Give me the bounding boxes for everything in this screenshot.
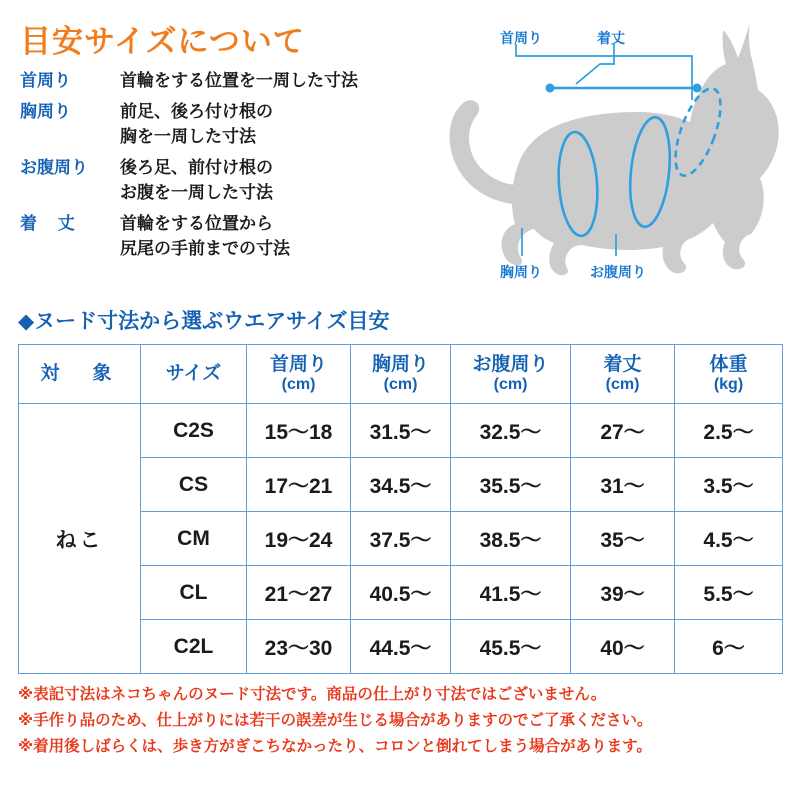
definition-desc-belly bbox=[120, 155, 273, 205]
table-header-weight-label: 体重 bbox=[709, 353, 748, 375]
definition-term-neck: 首周り bbox=[20, 71, 71, 90]
table-cell-weight: 2.5〜 bbox=[675, 404, 783, 458]
diagram-label-length: 着丈 bbox=[597, 30, 625, 46]
diagram-label-chest: 胸周り bbox=[500, 264, 542, 280]
definition-row-length bbox=[20, 211, 420, 261]
definition-desc-belly-line2: お腹を一周した寸法 bbox=[120, 183, 273, 202]
length-endpoint-start-icon bbox=[693, 84, 702, 93]
table-cell-belly: 32.5〜 bbox=[451, 404, 571, 458]
diagram-label-neck: 首周り bbox=[500, 30, 542, 46]
table-header-chest-unit: (cm) bbox=[383, 375, 418, 393]
table-cell-belly: 35.5〜 bbox=[451, 458, 571, 512]
definition-term-length: 着 丈 bbox=[20, 214, 83, 233]
definition-desc-length bbox=[120, 211, 290, 261]
table-cell-chest: 40.5〜 bbox=[351, 566, 451, 620]
table-cell-neck: 23〜30 bbox=[247, 620, 351, 674]
table-cell-neck: 19〜24 bbox=[247, 512, 351, 566]
table-cell-chest: 37.5〜 bbox=[351, 512, 451, 566]
table-header-belly-unit: (cm) bbox=[493, 375, 528, 393]
note-3: ※着用後しばらくは、歩き方がぎこちなかったり、コロンと倒れてしまう場合があります。 bbox=[18, 738, 652, 755]
table-header-size-label: サイズ bbox=[165, 363, 222, 385]
note-2: ※手作り品のため、仕上がりには若干の誤差が生じる場合がありますのでご了承ください。 bbox=[18, 712, 653, 729]
definition-desc-chest-line2: 胸を一周した寸法 bbox=[120, 127, 256, 146]
measurement-definition-list bbox=[20, 68, 420, 267]
table-cell-belly: 41.5〜 bbox=[451, 566, 571, 620]
table-header-neck bbox=[247, 345, 351, 404]
table-header-size bbox=[141, 345, 247, 404]
table-cell-belly: 45.5〜 bbox=[451, 620, 571, 674]
table-cell-length: 31〜 bbox=[571, 458, 675, 512]
table-row bbox=[19, 404, 783, 458]
table-cell-size: C2S bbox=[141, 404, 247, 458]
size-chart-table bbox=[18, 344, 783, 674]
definition-term-belly: お腹周り bbox=[20, 158, 88, 177]
table-header-target-label: 対 象 bbox=[40, 363, 119, 385]
table-header-chest-label: 胸周り bbox=[371, 353, 429, 375]
definition-row-chest bbox=[20, 99, 420, 149]
definition-desc-length-line2: 尻尾の手前までの寸法 bbox=[120, 239, 290, 258]
table-header-neck-unit: (cm) bbox=[281, 375, 316, 393]
table-header-weight-unit: (kg) bbox=[713, 375, 744, 393]
table-header-belly bbox=[451, 345, 571, 404]
diagram-label-belly: お腹周り bbox=[590, 264, 646, 280]
table-body bbox=[19, 404, 783, 674]
definition-desc-chest-line1: 前足、後ろ付け根の bbox=[120, 102, 273, 121]
definition-desc-chest bbox=[120, 99, 273, 149]
table-cell-neck: 21〜27 bbox=[247, 566, 351, 620]
table-header-weight bbox=[675, 345, 783, 404]
definition-term-chest: 胸周り bbox=[20, 102, 71, 121]
table-cell-length: 40〜 bbox=[571, 620, 675, 674]
table-header-belly-label: お腹周り bbox=[472, 353, 549, 375]
table-cell-chest: 31.5〜 bbox=[351, 404, 451, 458]
table-cell-target: ねこ bbox=[19, 404, 141, 674]
table-cell-length: 35〜 bbox=[571, 512, 675, 566]
table-header-length bbox=[571, 345, 675, 404]
definition-row-belly bbox=[20, 155, 420, 205]
table-cell-size: C2L bbox=[141, 620, 247, 674]
table-cell-weight: 3.5〜 bbox=[675, 458, 783, 512]
table-head bbox=[19, 345, 783, 404]
definition-desc-length-line1: 首輪をする位置から bbox=[120, 214, 273, 233]
table-cell-weight: 6〜 bbox=[675, 620, 783, 674]
table-cell-chest: 34.5〜 bbox=[351, 458, 451, 512]
table-cell-size: CS bbox=[141, 458, 247, 512]
table-header-target bbox=[19, 345, 141, 404]
table-cell-neck: 17〜21 bbox=[247, 458, 351, 512]
table-cell-neck: 15〜18 bbox=[247, 404, 351, 458]
definition-desc-neck bbox=[120, 68, 358, 93]
table-cell-weight: 4.5〜 bbox=[675, 512, 783, 566]
table-header-row bbox=[19, 345, 783, 404]
table-cell-belly: 38.5〜 bbox=[451, 512, 571, 566]
table-cell-chest: 44.5〜 bbox=[351, 620, 451, 674]
length-endpoint-end-icon bbox=[546, 84, 555, 93]
table-header-length-unit: (cm) bbox=[605, 375, 640, 393]
section-heading-size-chart: ◆ヌード寸法から選ぶウエアサイズ目安 bbox=[18, 310, 390, 333]
table-header-chest bbox=[351, 345, 451, 404]
table-header-length-label: 着丈 bbox=[603, 353, 642, 375]
definition-desc-neck-line1: 首輪をする位置を一周した寸法 bbox=[120, 71, 358, 90]
table-cell-size: CL bbox=[141, 566, 247, 620]
notes-section bbox=[18, 682, 788, 760]
cat-measurement-diagram bbox=[400, 4, 796, 294]
table-cell-length: 27〜 bbox=[571, 404, 675, 458]
length-leader-line bbox=[576, 44, 614, 84]
table-header-neck-label: 首周り bbox=[269, 353, 327, 375]
page-title: 目安サイズについて bbox=[20, 24, 305, 59]
neck-leader-line bbox=[516, 44, 692, 100]
definition-desc-belly-line1: 後ろ足、前付け根の bbox=[120, 158, 273, 177]
table-cell-weight: 5.5〜 bbox=[675, 566, 783, 620]
definition-row-neck bbox=[20, 68, 420, 93]
note-1: ※表記寸法はネコちゃんのヌード寸法です。商品の仕上がり寸法ではございません。 bbox=[18, 686, 607, 703]
table-cell-length: 39〜 bbox=[571, 566, 675, 620]
table-cell-size: CM bbox=[141, 512, 247, 566]
